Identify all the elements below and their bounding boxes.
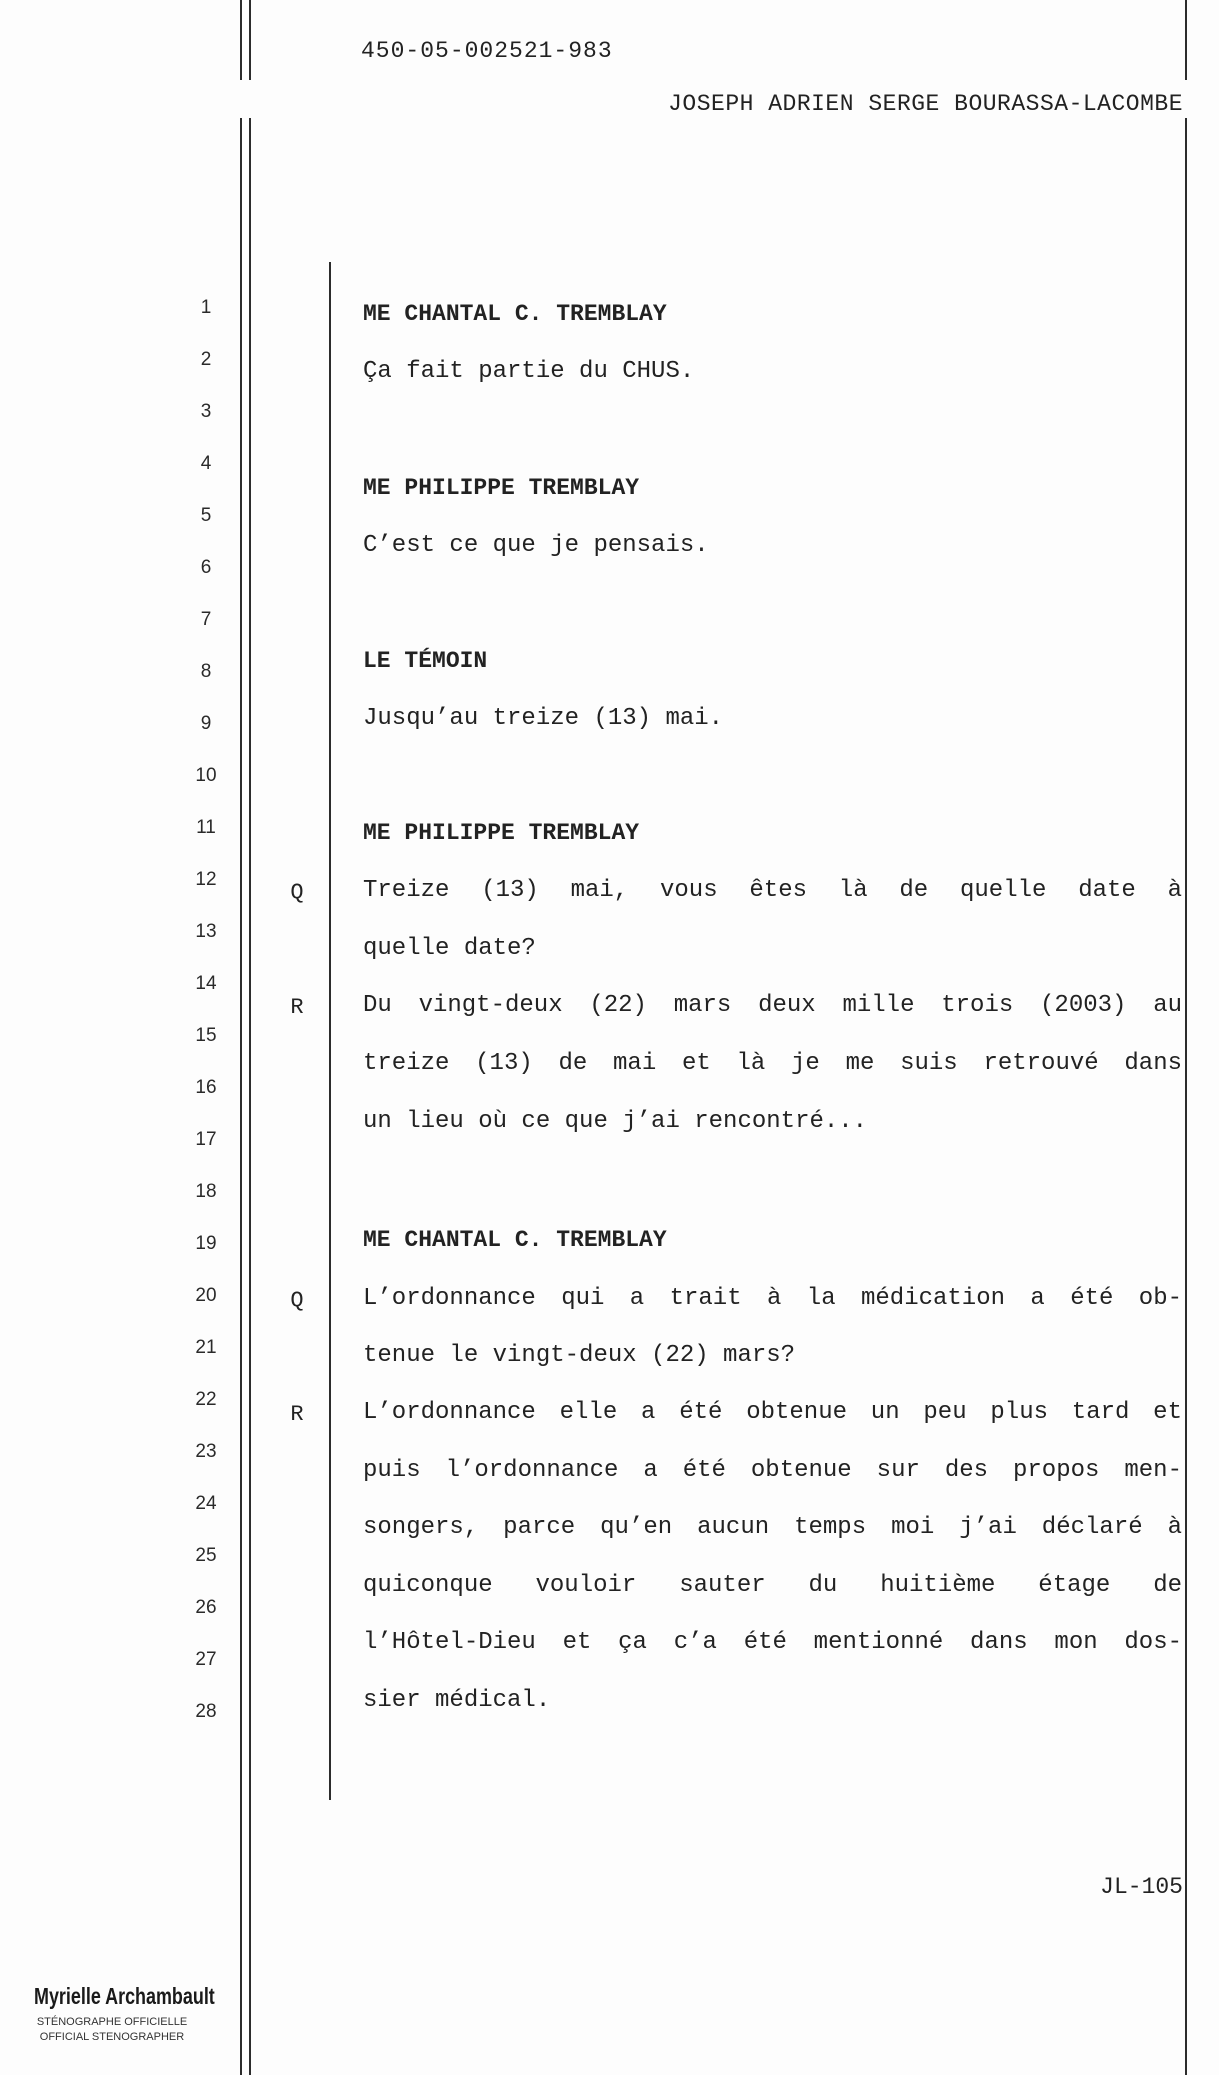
line-number: 9 (200, 713, 212, 734)
question-line: L’ordonnance qui a trait à la médication a été ob- (363, 1285, 1182, 1312)
line-number: 1 (200, 297, 212, 318)
margin-rule-left-inner-lower (249, 118, 251, 2075)
answer-line: L’ordonnance elle a été obtenue un peu plus tard et (363, 1399, 1182, 1426)
line-number: 24 (195, 1493, 217, 1514)
speaker-label: LE TÉMOIN (363, 648, 488, 674)
answer-line: songers, parce qu’en aucun temps moi j’ai déclaré à (363, 1514, 1182, 1541)
qr-column-rule (329, 262, 331, 1800)
margin-rule-left-outer-lower (240, 118, 242, 2075)
answer-line: quiconque vouloir sauter du huitième étage de (363, 1572, 1182, 1599)
line-number: 25 (195, 1545, 217, 1566)
transcript-line: C’est ce que je pensais. (363, 532, 709, 559)
answer-line: un lieu où ce que j’ai rencontré... (363, 1108, 868, 1135)
speaker-label: ME CHANTAL C. TREMBLAY (363, 1227, 667, 1253)
line-number: 16 (195, 1077, 217, 1098)
line-number: 26 (195, 1597, 217, 1618)
answer-line: Du vingt-deux (22) mars deux mille trois (2003) au (363, 992, 1182, 1019)
question-marker: Q (290, 880, 304, 905)
line-number: 23 (195, 1441, 217, 1462)
question-line: Treize (13) mai, vous êtes là de quelle date à (363, 877, 1182, 904)
line-number: 10 (195, 765, 217, 786)
line-number: 15 (195, 1025, 217, 1046)
margin-rule-right (1185, 118, 1187, 2075)
speaker-label: ME CHANTAL C. TREMBLAY (363, 301, 667, 327)
witness-name-header: JOSEPH ADRIEN SERGE BOURASSA-LACOMBE (668, 91, 1183, 117)
line-number: 19 (195, 1233, 217, 1254)
line-number: 22 (195, 1389, 217, 1410)
line-number: 21 (195, 1337, 217, 1358)
stenographer-title-fr: STÉNOGRAPHE OFFICIELLE (36, 2016, 188, 2028)
margin-rule-right-top (1185, 0, 1187, 80)
line-number: 12 (195, 869, 217, 890)
line-number: 3 (200, 401, 212, 422)
line-number: 17 (195, 1129, 217, 1150)
stenographer-name: Myrielle Archambault (34, 1983, 215, 2009)
line-number: 5 (200, 505, 212, 526)
line-number: 18 (195, 1181, 217, 1202)
transcript-line: Jusqu’au treize (13) mai. (363, 705, 724, 732)
answer-line: treize (13) de mai et là je me suis retrouvé dans (363, 1050, 1182, 1077)
answer-marker: R (290, 1402, 304, 1427)
transcript-line: Ça fait partie du CHUS. (363, 358, 695, 385)
question-line: quelle date? (363, 935, 536, 962)
line-number: 27 (195, 1649, 217, 1670)
answer-line: sier médical. (363, 1687, 551, 1714)
line-number: 7 (200, 609, 212, 630)
line-number: 28 (195, 1701, 217, 1722)
line-number: 14 (195, 973, 217, 994)
margin-rule-left-inner (249, 0, 251, 80)
page-reference: JL-105 (1100, 1874, 1183, 1900)
stenographer-title-en: OFFICIAL STENOGRAPHER (39, 2031, 185, 2043)
line-number: 6 (200, 557, 212, 578)
line-number: 11 (196, 817, 216, 838)
line-number: 20 (195, 1285, 217, 1306)
line-number: 13 (195, 921, 217, 942)
answer-marker: R (290, 995, 304, 1020)
answer-line: l’Hôtel-Dieu et ça c’a été mentionné dans mon dos- (363, 1629, 1182, 1656)
answer-line: puis l’ordonnance a été obtenue sur des propos men- (363, 1457, 1182, 1484)
line-number: 8 (200, 661, 212, 682)
margin-rule-left-outer (240, 0, 242, 80)
speaker-label: ME PHILIPPE TREMBLAY (363, 475, 640, 501)
question-marker: Q (290, 1288, 304, 1313)
file-number: 450-05-002521-983 (361, 38, 613, 64)
speaker-label: ME PHILIPPE TREMBLAY (363, 820, 640, 846)
line-number: 4 (200, 453, 212, 474)
line-number: 2 (200, 349, 212, 370)
question-line: tenue le vingt-deux (22) mars? (363, 1342, 796, 1369)
